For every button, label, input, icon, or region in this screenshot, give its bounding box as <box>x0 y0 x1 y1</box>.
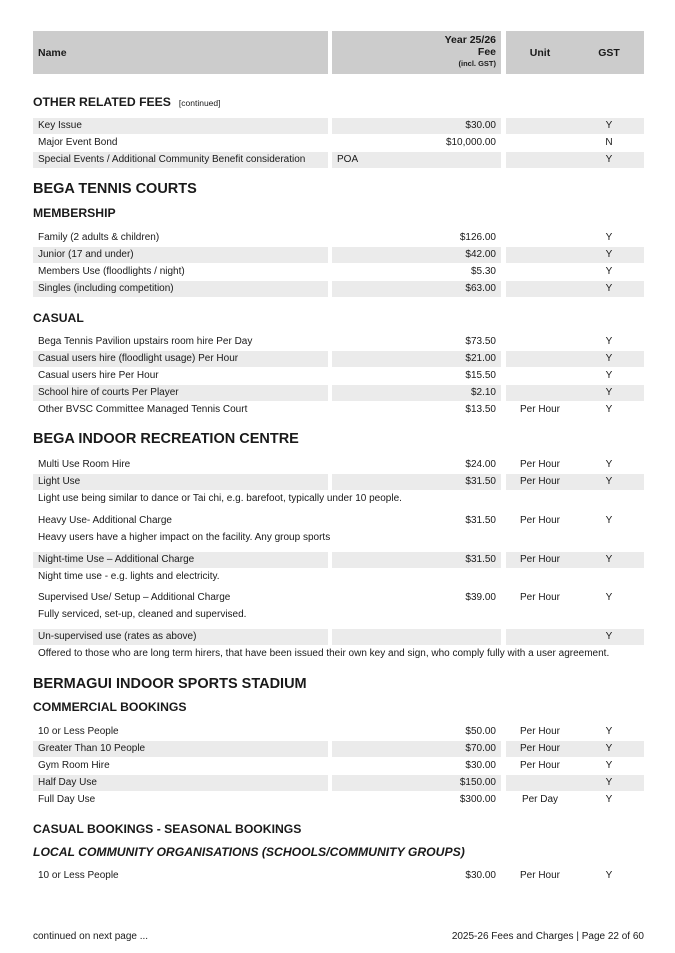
row-note: Night time use - e.g. lights and electricity. <box>38 571 220 582</box>
table-row: School hire of courts Per Player $2.10 Y <box>33 385 644 401</box>
table-row: Singles (including competition) $63.00 Y <box>33 281 644 297</box>
header-fee-incl-gst: (incl. GST) <box>458 59 496 68</box>
section-bega-indoor-recreation-centre: BEGA INDOOR RECREATION CENTRE <box>33 431 299 447</box>
header-gst: GST <box>574 31 644 74</box>
footer-continued: continued on next page ... <box>33 931 149 942</box>
table-row: 10 or Less People $30.00 Per Hour Y <box>38 870 613 881</box>
poa-value: POA <box>332 152 501 168</box>
table-row: Full Day Use $300.00 Per Day Y <box>38 794 613 805</box>
table-header <box>33 31 644 74</box>
header-fee-year: Year 25/26 <box>444 34 496 46</box>
table-row: Major Event Bond $10,000.00 N <box>38 137 613 148</box>
table-row: Night-time Use – Additional Charge $31.50 Per Hour Y <box>33 552 644 568</box>
table-row: Junior (17 and under) $42.00 Y <box>33 247 644 263</box>
header-unit: Unit <box>506 31 574 74</box>
header-fee <box>332 31 501 74</box>
table-row: Bega Tennis Pavilion upstairs room hire Per Day $73.50 Y <box>38 336 613 347</box>
subsection-casual: CASUAL <box>33 311 84 325</box>
section-title: OTHER RELATED FEES <box>33 95 171 109</box>
section-bermagui-indoor-sports-stadium: BERMAGUI INDOOR SPORTS STADIUM <box>33 676 307 692</box>
table-row: 10 or Less People $50.00 Per Hour Y <box>38 726 613 737</box>
table-row: Special Events / Additional Community Benefit consideration POA Y <box>33 152 644 168</box>
table-row: Supervised Use/ Setup – Additional Charge $39.00 Per Hour Y <box>38 592 613 603</box>
row-note: Heavy users have a higher impact on the facility. Any group sports <box>38 532 331 543</box>
table-row: Light Use $31.50 Per Hour Y <box>33 474 644 490</box>
table-row: Members Use (floodlights / night) $5.30 Y <box>38 266 613 277</box>
subsection-membership: MEMBERSHIP <box>33 206 116 220</box>
section-bega-tennis-courts: BEGA TENNIS COURTS <box>33 181 197 197</box>
row-note: Light use being similar to dance or Tai chi, e.g. barefoot, typically under 10 people. <box>38 493 402 504</box>
row-note: Offered to those who are long term hirers, that have been issued their own key and sign, who comply fully with a user agreement. <box>38 648 610 659</box>
header-fee-label: Fee <box>477 46 496 58</box>
subsection-commercial-bookings: COMMERCIAL BOOKINGS <box>33 700 187 714</box>
table-row: Casual users hire (floodlight usage) Per Hour $21.00 Y <box>33 351 644 367</box>
table-row: Key Issue $30.00 Y <box>33 118 644 134</box>
table-row: Casual users hire Per Hour $15.50 Y <box>38 370 613 381</box>
table-row: Heavy Use- Additional Charge $31.50 Per Hour Y <box>38 515 613 526</box>
subsection-local-community-organisations: LOCAL COMMUNITY ORGANISATIONS (SCHOOLS/COMMUNITY GROUPS) <box>33 845 465 859</box>
table-row: Gym Room Hire $30.00 Per Hour Y <box>38 760 613 771</box>
header-name: Name <box>33 31 328 74</box>
table-row: Greater Than 10 People $70.00 Per Hour Y <box>33 741 644 757</box>
table-row: Multi Use Room Hire $24.00 Per Hour Y <box>38 459 613 470</box>
table-row: Other BVSC Committee Managed Tennis Court $13.50 Per Hour Y <box>38 404 613 415</box>
section-other-related-fees <box>33 95 221 109</box>
table-row: Half Day Use $150.00 Y <box>33 775 644 791</box>
footer-page-number: 2025-26 Fees and Charges | Page 22 of 60 <box>451 931 644 942</box>
continued-label: [continued] <box>178 98 221 108</box>
table-row: Un-supervised use (rates as above) Y <box>33 629 644 645</box>
table-row: Family (2 adults & children) $126.00 Y <box>38 232 613 243</box>
subsection-casual-seasonal-bookings: CASUAL BOOKINGS - SEASONAL BOOKINGS <box>33 822 302 836</box>
row-note: Fully serviced, set-up, cleaned and supervised. <box>38 609 247 620</box>
